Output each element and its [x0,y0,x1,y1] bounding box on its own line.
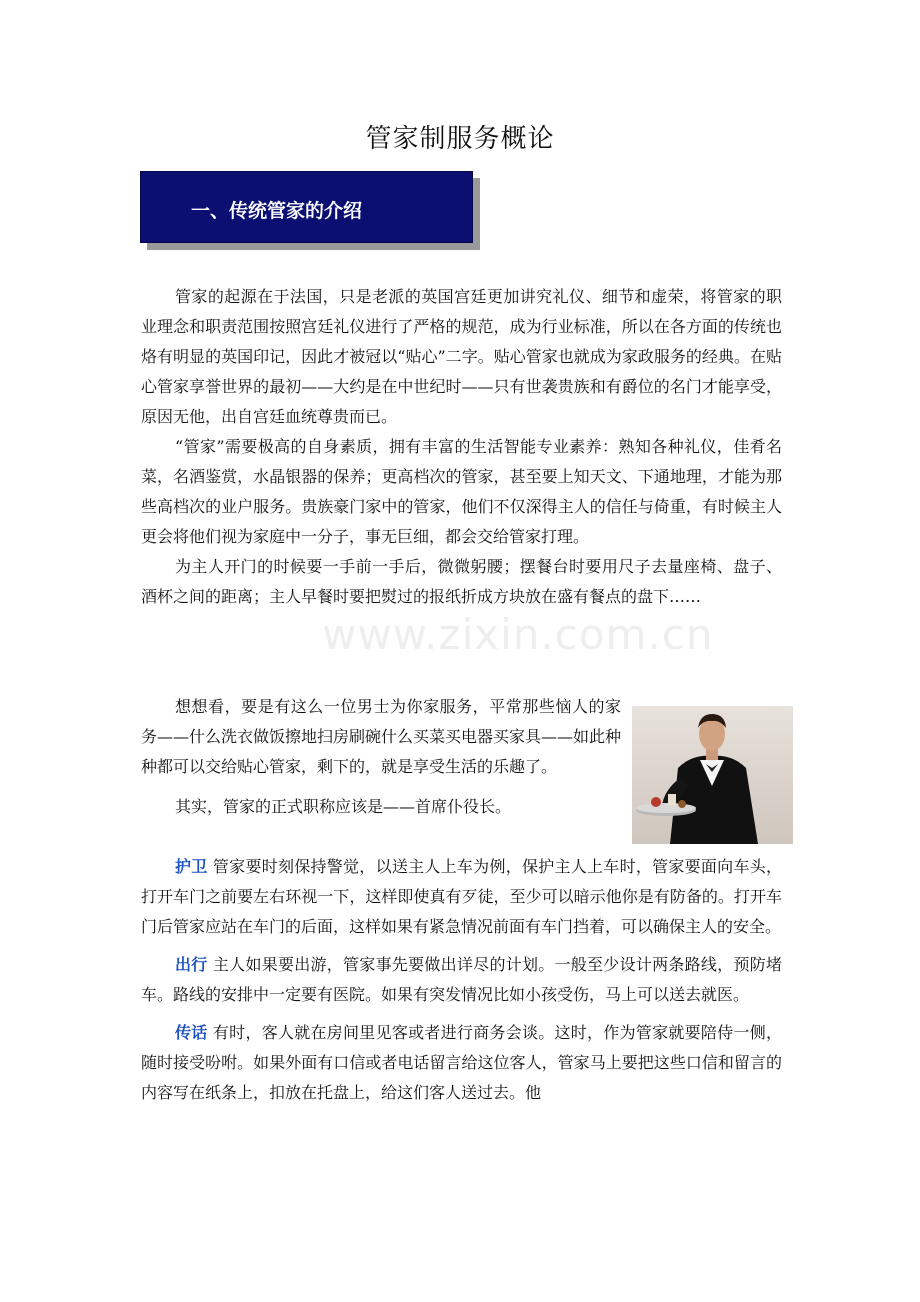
photo-side-text [141,692,621,822]
butler-photo [632,706,793,844]
paragraph-etiquette: 为主人开门的时候要一手前一手后，微微躬腰；摆餐台时要用尺子去量座椅、盘子、酒杯之间的距离；主人早餐时要把熨过的报纸折成方块放在盛有餐点的盘下…… [141,557,782,606]
section-heading: 一、传统管家的介绍 [191,200,363,222]
duty-guard-text: 管家要时刻保持警觉，以送主人上车为例，保护主人上车时，管家要面向车头，打开车门之前要左右环视一下，这样即使真有歹徒，至少可以暗示他你是有防备的。打开车门后管家应站在车门的后面，这样如果有紧急情况前面有车门挡着，可以确保主人的安全。 [141,857,782,936]
duties-text [141,852,782,1108]
duty-guard [141,852,782,942]
duty-guard-label: 护卫 [175,857,208,876]
intro-text [141,282,782,612]
paragraph-imagine: 想想看，要是有这么一位男士为你家服务，平常那些恼人的家务——什么洗衣做饭擦地扫房刷碗什么买菜买电器买家具——如此种种都可以交给贴心管家，剩下的，就是享受生活的乐趣了。 [141,697,622,776]
page-title: 管家制服务概论 [365,124,555,154]
duty-message-text: 有时，客人就在房间里见客或者进行商务会谈。这时，作为管家就要陪侍一侧，随时接受吩咐。如果外面有口信或者电话留言给这位客人，管家马上要把这些口信和留言的内容写在纸条上，扣放在托盘上，给这们客人送过去。他 [141,1023,782,1102]
duty-message [141,1018,782,1108]
duty-travel-label: 出行 [175,955,208,974]
paragraph-title-rank: 其实，管家的正式职称应该是——首席仆役长。 [175,797,512,816]
section-banner [140,171,473,243]
paragraph-qualities: “管家”需要极高的自身素质，拥有丰富的生活智能专业素养：熟知各种礼仪，佳肴名菜，名酒鉴赏，水晶银器的保养；更高档次的管家，甚至要上知天文、下通地理，才能为那些高档次的业户服务。贵族豪门家中的管家，他们不仅深得主人的信任与倚重，有时候主人更会将他们视为家庭中一分子，事无巨细，都会交给管家打理。 [141,437,782,546]
duty-travel [141,950,782,1010]
duty-travel-text: 主人如果要出游，管家事先要做出详尽的计划。一般至少设计两条路线，预防堵车。路线的安排中一定要有医院。如果有突发情况比如小孩受伤，马上可以送去就医。 [141,955,782,1004]
duty-message-label: 传话 [175,1023,208,1042]
watermark: www.zixin.com.cn [322,610,714,659]
paragraph-origin: 管家的起源在于法国，只是老派的英国宫廷更加讲究礼仪、细节和虚荣，将管家的职业理念和职责范围按照宫廷礼仪进行了严格的规范，成为行业标准，所以在各方面的传统也烙有明显的英国印记，因此才被冠以“贴心”二字。贴心管家也就成为家政服务的经典。在贴心管家享誉世界的最初——大约是在中世纪时——只有世袭贵族和有爵位的名门才能享受，原因无他，出自宫廷血统尊贵而已。 [141,287,782,426]
